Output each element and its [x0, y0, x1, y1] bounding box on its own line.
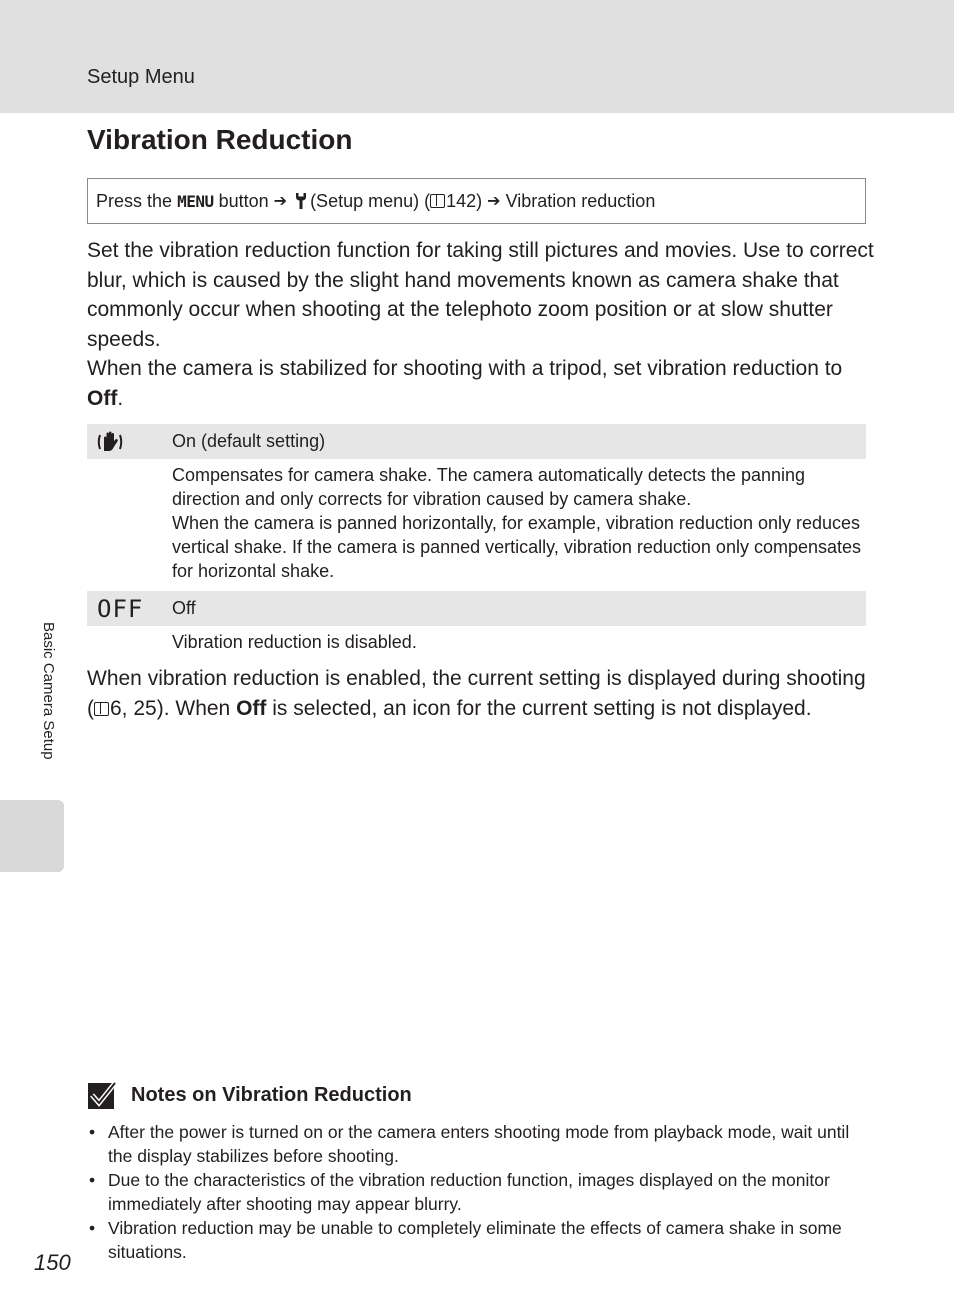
vr-off-icon [87, 594, 172, 623]
intro-p2-end: . [117, 386, 124, 410]
option-desc-off-1: Vibration reduction is disabled. [172, 632, 417, 652]
option-label-on: On (default setting) [172, 431, 326, 451]
wrench-icon [295, 192, 307, 210]
option-label-off: Off [172, 598, 196, 618]
nav-setup-menu: (Setup menu) ( [310, 190, 431, 211]
header-band [0, 0, 954, 113]
list-item: • Vibration reduction may be unable to completely eliminate the effects of camera shake in some situations. [87, 1216, 877, 1264]
off-glyph: OFF [97, 594, 144, 623]
option-row-on [87, 424, 866, 459]
arrow-right-icon: ➔ [273, 193, 288, 210]
checkmark-box-icon [87, 1080, 117, 1110]
nav-target: Vibration reduction [505, 190, 656, 211]
after-bold: Off [236, 696, 267, 720]
notes-title: Notes on Vibration Reduction [131, 1083, 412, 1106]
book-icon [94, 702, 109, 716]
page-number: 150 [34, 1250, 71, 1275]
list-item: • Due to the characteristics of the vibration reduction function, images displayed on the monitor immediately after shooting may appear blurry. [87, 1168, 877, 1216]
menu-path-box [87, 178, 866, 224]
arrow-right-icon: ➔ [487, 193, 501, 210]
option-desc-on-2: When the camera is panned horizontally, for example, vibration reduction only reduces vertical shake. If the camera is panned vertically, vibration reduction only compensates for horizontal shake. [172, 513, 862, 581]
settings-table [87, 424, 866, 662]
option-desc-off [87, 626, 866, 662]
intro-p2-text: When the camera is stabilized for shooting with a tripod, set vibration reduction to [87, 357, 843, 380]
option-row-off [87, 591, 866, 626]
intro-p2-bold: Off [87, 386, 118, 410]
after-text-1: When vibration reduction is enabled, the current setting is displayed during shooting ( [87, 667, 866, 720]
intro-text [87, 236, 877, 413]
section-label: Setup Menu [87, 66, 195, 88]
option-desc-on-1: Compensates for camera shake. The camera automatically detects the panning direction and only corrects for vibration caused by camera shake. [172, 465, 806, 509]
side-chapter-label: Basic Camera Setup [40, 622, 57, 760]
side-chapter-tab [0, 800, 64, 872]
intro-paragraph-2 [87, 354, 877, 413]
after-text-2: is selected, an icon for the current setting is not displayed. [272, 696, 812, 720]
option-desc-on [87, 459, 866, 591]
after-ref: 6, 25). When [110, 696, 231, 720]
menu-button-glyph: MENU [177, 191, 214, 211]
nav-press-the: Press the [96, 190, 173, 211]
nav-page-ref: 142) [446, 190, 483, 211]
list-item: • After the power is turned on or the camera enters shooting mode from playback mode, wait until the display stabilizes before shooting. [87, 1120, 877, 1168]
notes-heading [87, 1080, 412, 1110]
notes-list [87, 1120, 877, 1264]
intro-paragraph-1: Set the vibration reduction function for taking still pictures and movies. Use to correct blur, which is caused by the slight hand movements known as camera shake that commonly occur when shooting at the telephoto zoom position or at slow shutter speeds. [87, 239, 874, 351]
nav-button-word: button [218, 190, 269, 211]
vr-on-icon [87, 430, 172, 454]
after-paragraph [87, 664, 877, 723]
page-title: Vibration Reduction [87, 124, 353, 155]
book-icon [430, 194, 445, 208]
